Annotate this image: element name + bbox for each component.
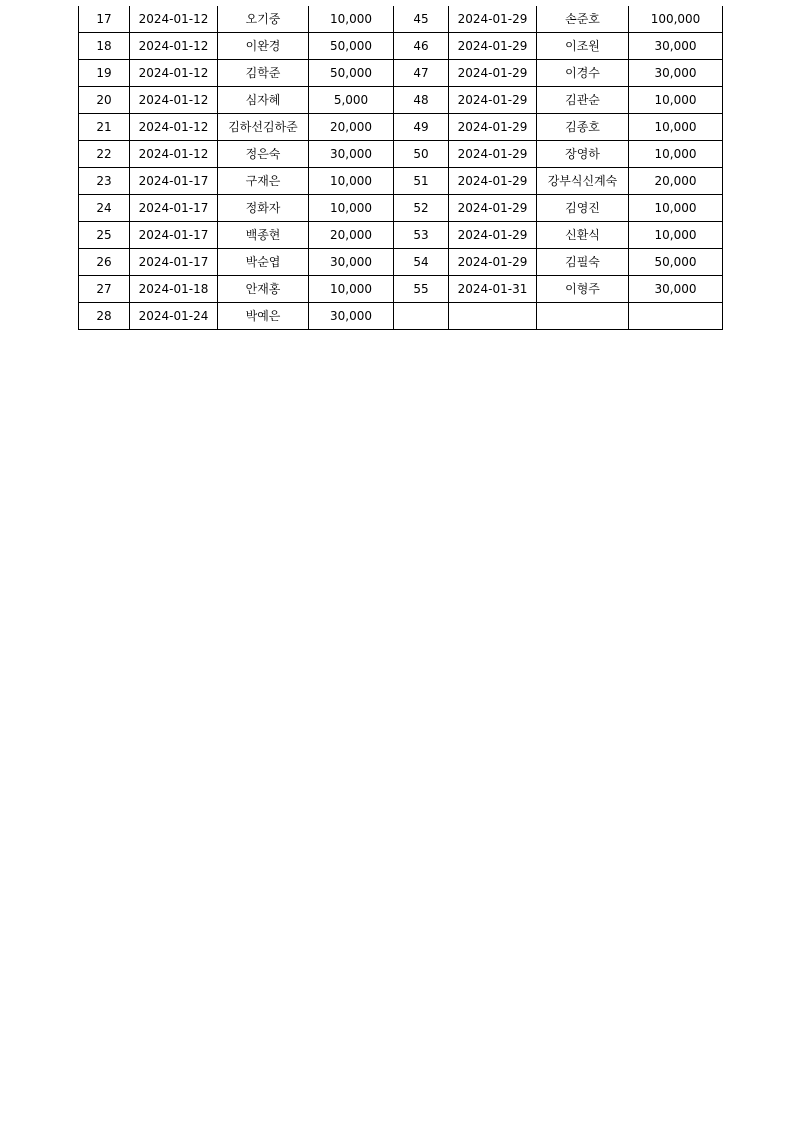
row-amount: 10,000 (629, 222, 723, 249)
row-name: 구재은 (218, 168, 309, 195)
table-row (79, 303, 723, 330)
row-date: 2024-01-29 (449, 87, 537, 114)
row-date: 2024-01-17 (130, 168, 218, 195)
row-amount: 30,000 (629, 33, 723, 60)
row-number: 28 (79, 303, 130, 330)
row-amount: 10,000 (309, 6, 394, 33)
row-number: 50 (394, 141, 449, 168)
table-row (79, 60, 723, 87)
row-date: 2024-01-17 (130, 195, 218, 222)
table-row (79, 195, 723, 222)
row-date: 2024-01-29 (449, 249, 537, 276)
row-amount: 30,000 (309, 249, 394, 276)
row-number: 54 (394, 249, 449, 276)
table-row (79, 141, 723, 168)
row-name: 이형주 (537, 276, 629, 303)
row-name: 신환식 (537, 222, 629, 249)
row-name: 손준호 (537, 6, 629, 33)
row-date: 2024-01-29 (449, 222, 537, 249)
empty-cell (394, 303, 449, 330)
row-name: 심자혜 (218, 87, 309, 114)
row-number: 27 (79, 276, 130, 303)
table-row (79, 87, 723, 114)
row-amount: 10,000 (309, 276, 394, 303)
row-date: 2024-01-31 (449, 276, 537, 303)
row-amount: 30,000 (309, 141, 394, 168)
row-number: 55 (394, 276, 449, 303)
row-name: 백종현 (218, 222, 309, 249)
row-name: 이완경 (218, 33, 309, 60)
row-number: 21 (79, 114, 130, 141)
empty-cell (449, 303, 537, 330)
empty-cell (537, 303, 629, 330)
row-name: 강부식신계숙 (537, 168, 629, 195)
row-name: 김하선김하준 (218, 114, 309, 141)
row-number: 52 (394, 195, 449, 222)
row-amount: 30,000 (629, 60, 723, 87)
row-name: 장영하 (537, 141, 629, 168)
row-date: 2024-01-12 (130, 33, 218, 60)
table-row (79, 33, 723, 60)
row-number: 19 (79, 60, 130, 87)
row-date: 2024-01-29 (449, 168, 537, 195)
table-row (79, 222, 723, 249)
row-date: 2024-01-12 (130, 60, 218, 87)
row-name: 박예은 (218, 303, 309, 330)
row-date: 2024-01-17 (130, 249, 218, 276)
row-amount: 30,000 (309, 303, 394, 330)
row-number: 51 (394, 168, 449, 195)
row-date: 2024-01-29 (449, 33, 537, 60)
row-date: 2024-01-29 (449, 6, 537, 33)
row-amount: 10,000 (309, 168, 394, 195)
row-amount: 20,000 (309, 222, 394, 249)
row-name: 김영진 (537, 195, 629, 222)
row-number: 49 (394, 114, 449, 141)
row-amount: 10,000 (629, 87, 723, 114)
row-number: 20 (79, 87, 130, 114)
row-amount: 20,000 (629, 168, 723, 195)
row-amount: 30,000 (629, 276, 723, 303)
table-row (79, 114, 723, 141)
row-number: 53 (394, 222, 449, 249)
table-row (79, 249, 723, 276)
row-amount: 10,000 (629, 195, 723, 222)
row-date: 2024-01-12 (130, 6, 218, 33)
row-name: 김종호 (537, 114, 629, 141)
row-number: 24 (79, 195, 130, 222)
row-amount: 100,000 (629, 6, 723, 33)
row-amount: 50,000 (629, 249, 723, 276)
row-date: 2024-01-29 (449, 60, 537, 87)
row-name: 이조원 (537, 33, 629, 60)
row-date: 2024-01-12 (130, 114, 218, 141)
row-name: 오기중 (218, 6, 309, 33)
row-amount: 20,000 (309, 114, 394, 141)
row-number: 45 (394, 6, 449, 33)
row-amount: 10,000 (629, 141, 723, 168)
table-row (79, 168, 723, 195)
table-row (79, 6, 723, 33)
row-name: 김필숙 (537, 249, 629, 276)
row-number: 25 (79, 222, 130, 249)
row-date: 2024-01-29 (449, 141, 537, 168)
row-number: 47 (394, 60, 449, 87)
row-amount: 10,000 (309, 195, 394, 222)
row-name: 박순엽 (218, 249, 309, 276)
row-number: 46 (394, 33, 449, 60)
table-row (79, 276, 723, 303)
row-date: 2024-01-24 (130, 303, 218, 330)
row-date: 2024-01-17 (130, 222, 218, 249)
row-number: 48 (394, 87, 449, 114)
row-name: 김학준 (218, 60, 309, 87)
row-number: 17 (79, 6, 130, 33)
row-date: 2024-01-12 (130, 141, 218, 168)
row-number: 22 (79, 141, 130, 168)
row-name: 정화자 (218, 195, 309, 222)
row-name: 김관순 (537, 87, 629, 114)
row-date: 2024-01-12 (130, 87, 218, 114)
donation-table (78, 6, 723, 330)
row-date: 2024-01-29 (449, 114, 537, 141)
row-number: 18 (79, 33, 130, 60)
row-number: 23 (79, 168, 130, 195)
row-date: 2024-01-29 (449, 195, 537, 222)
row-amount: 50,000 (309, 33, 394, 60)
row-amount: 10,000 (629, 114, 723, 141)
row-name: 정은숙 (218, 141, 309, 168)
row-date: 2024-01-18 (130, 276, 218, 303)
row-name: 안재홍 (218, 276, 309, 303)
row-number: 26 (79, 249, 130, 276)
row-amount: 5,000 (309, 87, 394, 114)
row-amount: 50,000 (309, 60, 394, 87)
row-name: 이경수 (537, 60, 629, 87)
empty-cell (629, 303, 723, 330)
